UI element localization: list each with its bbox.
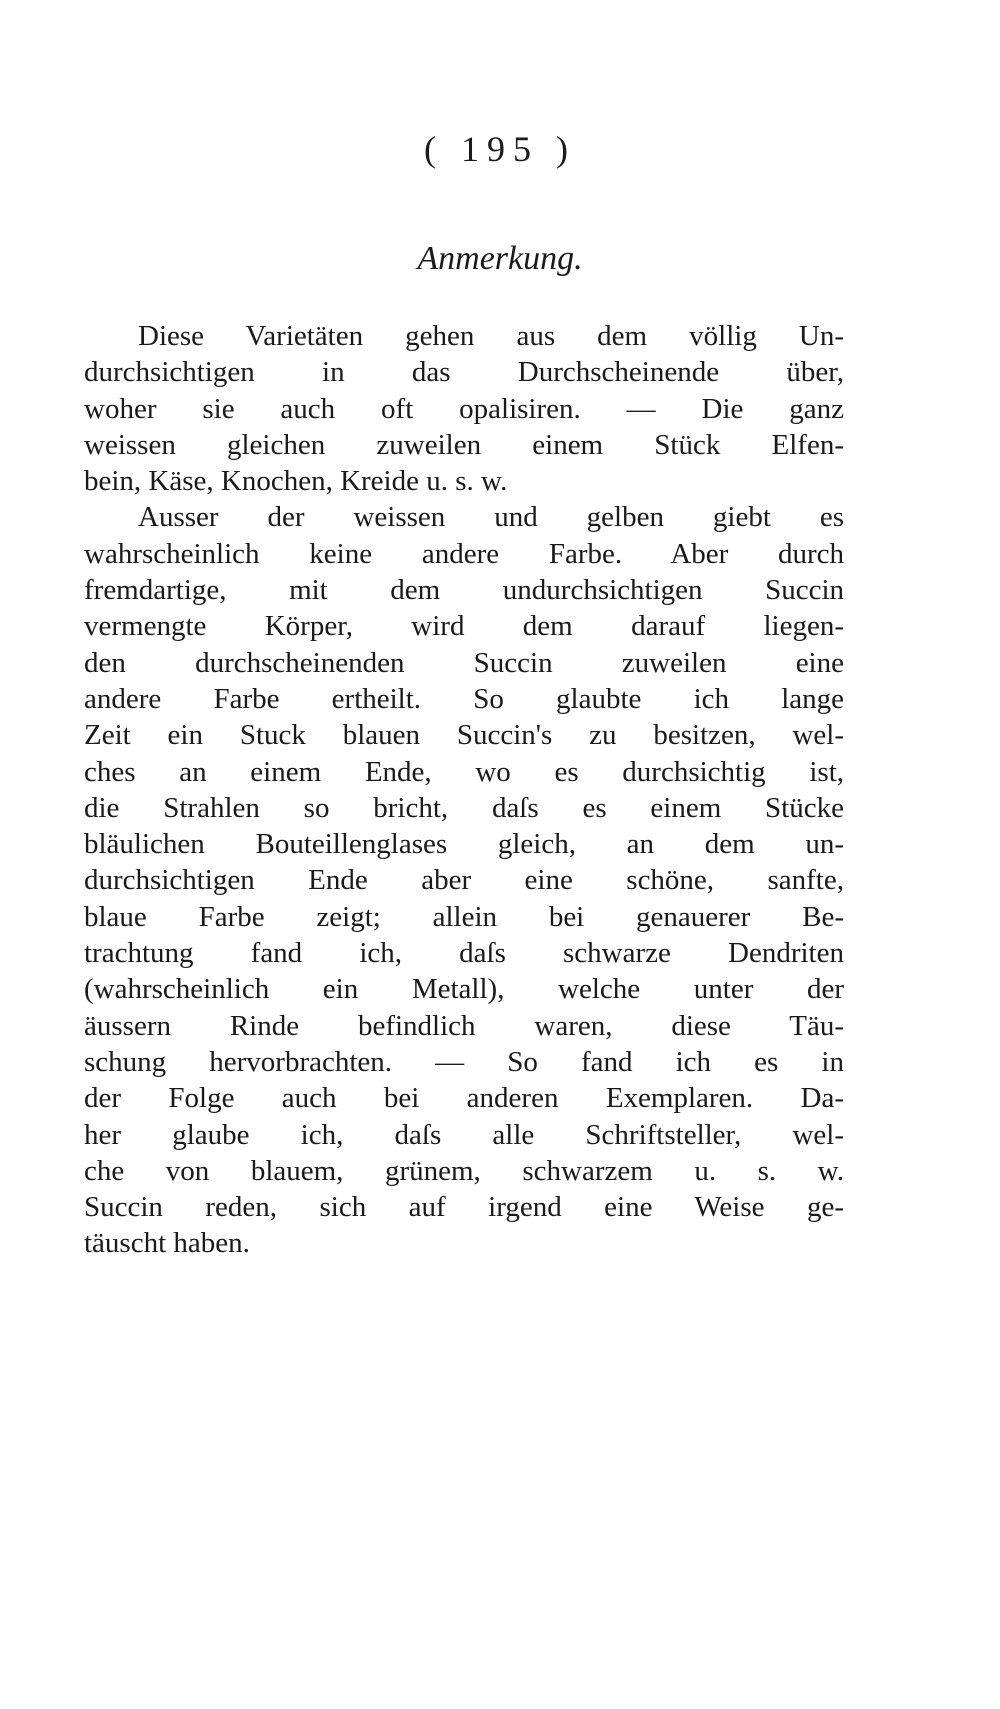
section-heading: Anmerkung. [417, 240, 583, 277]
text-line: schung hervorbrachten. — So fand ich es in [84, 1045, 844, 1078]
paragraph [84, 499, 844, 1261]
text-line: weissen gleichen zuweilen einem Stück Elfen- [84, 428, 844, 461]
text-line: her glaube ich, daſs alle Schriftsteller, wel- [84, 1118, 844, 1151]
text-line: vermengte Körper, wird dem darauf liegen- [84, 610, 844, 643]
text-line: Ausser der weissen und gelben giebt es [138, 501, 844, 534]
text-line: wahrscheinlich keine andere Farbe. Aber durch [84, 537, 844, 570]
text-line: den durchscheinenden Succin zuweilen eine [84, 646, 844, 679]
text-line: durchsichtigen in das Durchscheinende über, [84, 356, 844, 389]
text-line: bein, Käse, Knochen, Kreide u. s. w. [84, 465, 508, 498]
text-line: täuscht haben. [84, 1227, 250, 1260]
text-line: trachtung fand ich, daſs schwarze Dendriten [84, 937, 844, 970]
text-line: ches an einem Ende, wo es durchsichtig ist, [84, 755, 844, 788]
text-line: die Strahlen so bricht, daſs es einem Stücke [84, 791, 844, 824]
text-line: durchsichtigen Ende aber eine schöne, sanfte, [84, 864, 844, 897]
body-text [84, 318, 844, 1262]
text-line: fremdartige, mit dem undurchsichtigen Succin [84, 574, 844, 607]
text-line: Succin reden, sich auf irgend eine Weise ge- [84, 1191, 844, 1224]
paragraph [84, 318, 844, 499]
text-line: der Folge auch bei anderen Exemplaren. Da- [84, 1082, 844, 1115]
text-line: woher sie auch oft opalisiren. — Die ganz [84, 392, 844, 425]
text-line: blaue Farbe zeigt; allein bei genauerer Be- [84, 900, 844, 933]
text-line: (wahrscheinlich ein Metall), welche unter der [84, 973, 844, 1006]
text-line: che von blauem, grünem, schwarzem u. s. w. [84, 1154, 844, 1187]
text-line: äussern Rinde befindlich waren, diese Täu- [84, 1009, 844, 1042]
text-line: Zeit ein Stuck blauen Succin's zu besitzen, wel- [84, 719, 844, 752]
text-line: bläulichen Bouteillenglases gleich, an dem un- [84, 828, 844, 861]
page-number: ( 195 ) [424, 129, 576, 169]
text-line: Diese Varietäten gehen aus dem völlig Un- [138, 320, 844, 352]
text-line: andere Farbe ertheilt. So glaubte ich lange [84, 682, 844, 715]
